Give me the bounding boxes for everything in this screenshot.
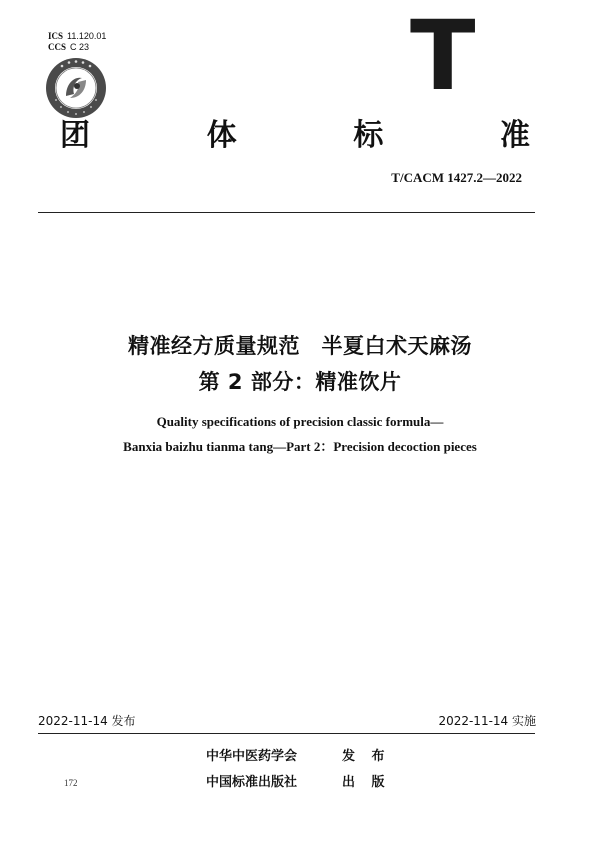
title-zh-line2: 第 2 部分：精准饮片 [198,370,402,394]
ccs-value: C 23 [70,42,90,52]
publisher-action: 发 布 [342,749,391,764]
standard-type-char: 标 [353,118,384,153]
standard-type-heading [60,112,530,152]
title-en-line2: Banxia baizhu tianma tang—Part 2：Precision decoction pieces [123,439,477,454]
standard-number: T/CACM 1427.2—2022 [391,170,522,185]
publisher-action: 出 版 [342,775,391,790]
standard-type-char: 团 [60,118,90,153]
footer-divider [38,733,535,734]
ics-label: ICS [48,31,64,41]
publisher-org: 中华中医药学会 [206,749,298,764]
publisher-row [206,771,446,790]
ics-value: 11.120.01 [67,31,107,41]
title-zh-line1: 精准经方质量规范 半夏白术天麻汤 [128,334,472,358]
standard-type-char: 准 [499,118,530,153]
publisher-org: 中国标准出版社 [206,775,298,790]
ccs-label: CCS [48,42,67,52]
issue-date: 2022-11-14 发布 [38,714,136,728]
publisher-row [206,745,446,764]
standard-letter-mark: T [410,0,476,112]
implementation-date: 2022-11-14 实施 [438,714,536,728]
page-number: 172 [64,778,78,788]
header-divider [38,212,535,213]
title-en-line1: Quality specifications of precision classic formula— [156,414,444,429]
ccs-code [48,41,89,53]
standard-type-char: 体 [206,118,237,153]
